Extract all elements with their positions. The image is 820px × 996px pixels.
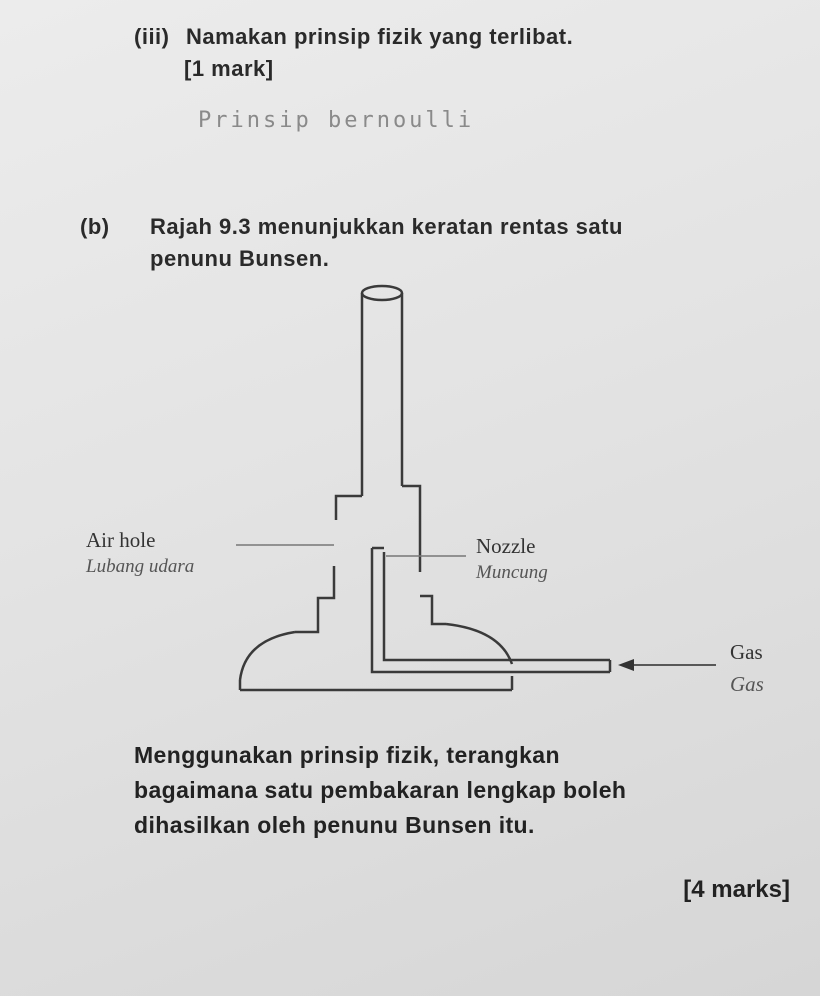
label-air-hole: Air hole (86, 528, 156, 552)
marks-label: [4 marks] (683, 876, 790, 903)
handwritten-answer: Prinsip bernoulli (198, 108, 475, 133)
gas-arrow-head (618, 659, 634, 671)
base-left-steps (295, 566, 334, 632)
instruction-line-3: dihasilkan oleh penunu Bunsen itu. (134, 812, 535, 838)
label-gas: Gas (730, 640, 763, 664)
question-iii-marks: [1 mark] (184, 56, 274, 81)
instruction-line-1: Menggunakan prinsip fizik, terangkan (134, 742, 560, 768)
question-iii-text: Namakan prinsip fizik yang terlibat. (186, 24, 574, 49)
question-b-line1: Rajah 9.3 menunjukkan keratan rentas satu (150, 214, 623, 239)
barrel-top-opening (362, 286, 402, 300)
label-gas-ms: Gas (730, 672, 764, 696)
question-iii-number: (iii) (134, 24, 170, 49)
label-nozzle: Nozzle (476, 534, 536, 558)
barrel-right-step (402, 486, 420, 572)
barrel-left-step (336, 496, 362, 520)
label-lubang-udara: Lubang udara (86, 556, 195, 577)
instruction-paragraph (134, 738, 794, 843)
instruction-line-2: bagaimana satu pembakaran lengkap boleh (134, 777, 627, 803)
base-dome-right (446, 624, 512, 664)
base-right-steps (420, 596, 446, 624)
question-b-line2: penunu Bunsen. (150, 246, 330, 271)
base-dome-left (240, 632, 295, 680)
question-b-number: (b) (80, 214, 110, 239)
label-muncung: Muncung (476, 562, 548, 583)
